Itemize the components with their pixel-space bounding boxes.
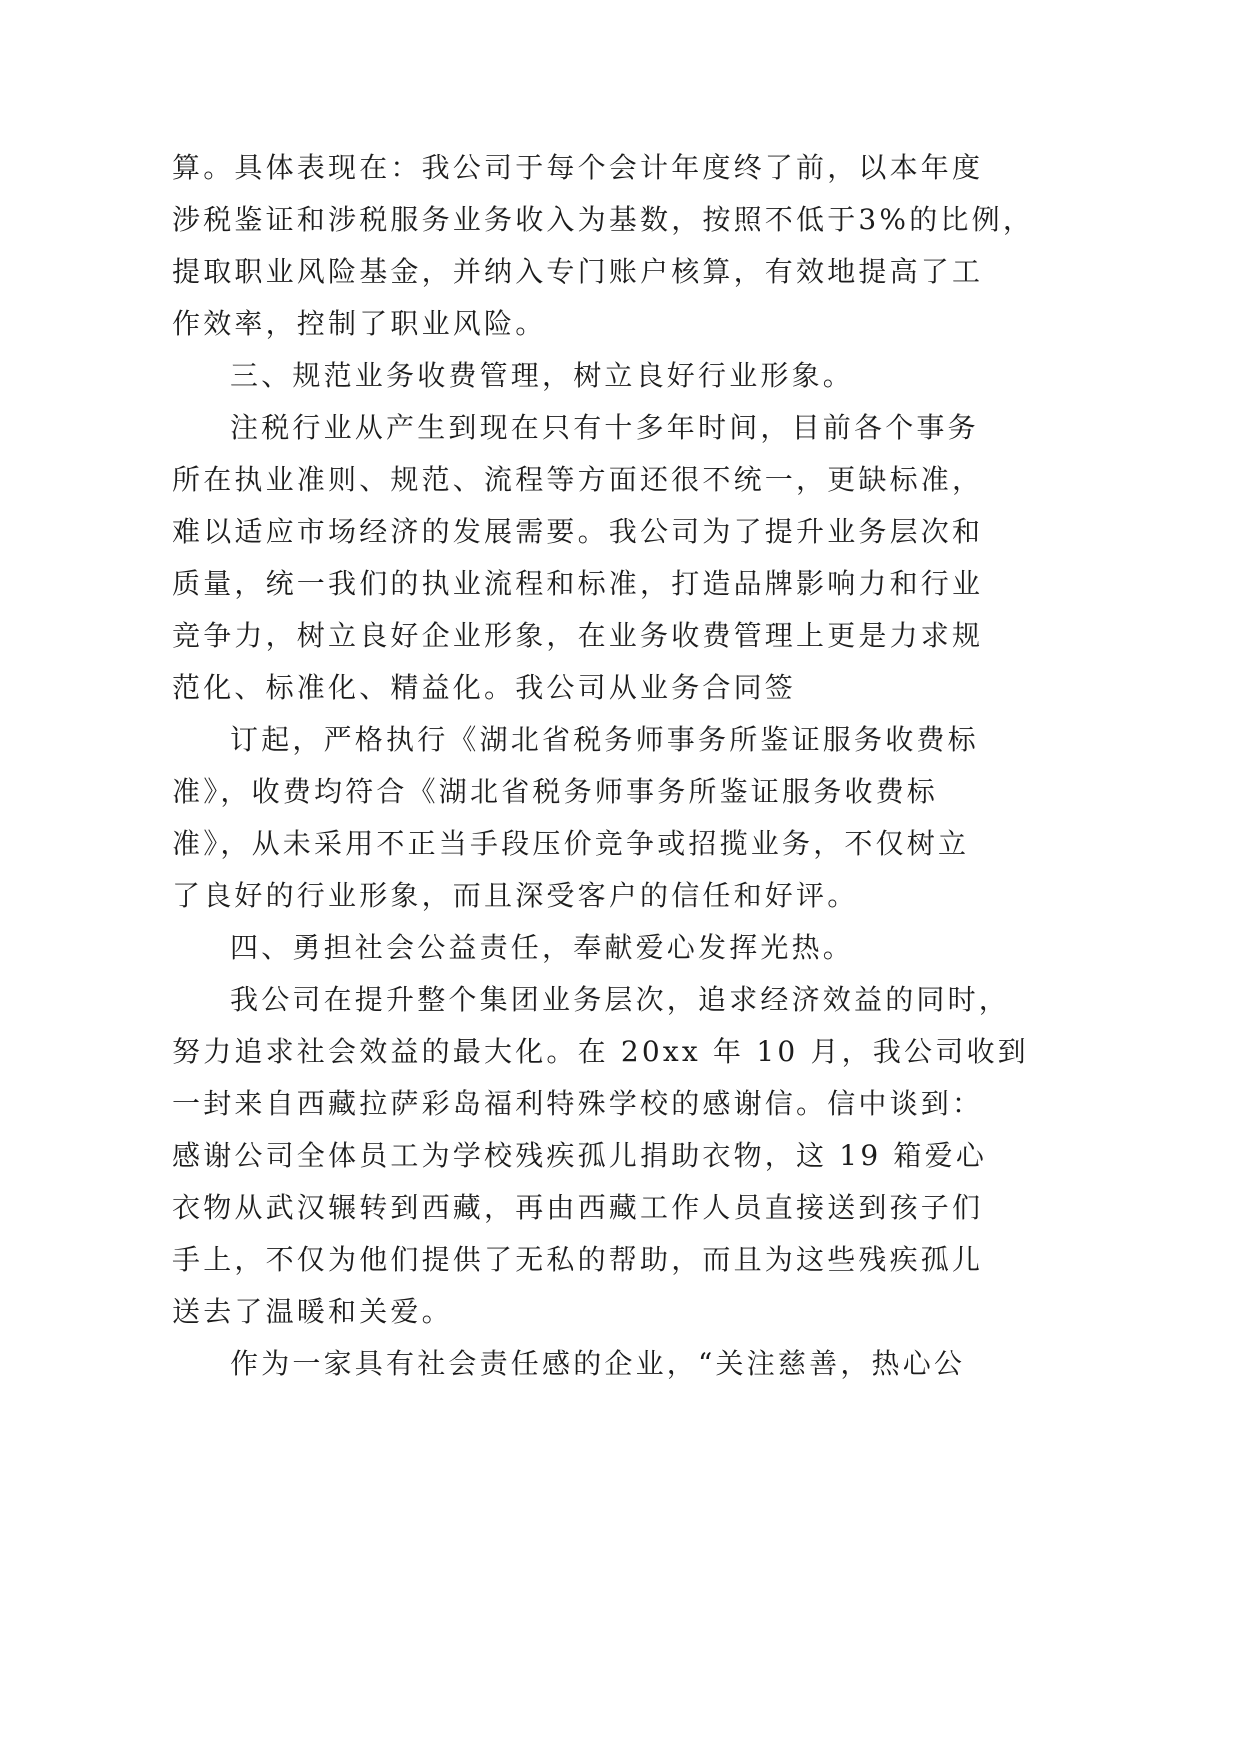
text-line: 送去了温暖和关爱。 xyxy=(172,1295,453,1328)
text-line: 订起，严格执行《湖北省税务师事务所鉴证服务收费标 xyxy=(230,723,979,756)
text-line: 注税行业从产生到现在只有十多年时间，目前各个事务 xyxy=(230,411,979,444)
text-line: 作效率，控制了职业风险。 xyxy=(172,307,547,340)
section-heading: 四、勇担社会公益责任，奉献爱心发挥光热。 xyxy=(230,931,855,964)
text-line: 竞争力，树立良好企业形象，在业务收费管理上更是力求规 xyxy=(172,619,984,652)
text-line: 准》，收费均符合《湖北省税务师事务所鉴证服务收费标 xyxy=(172,775,939,808)
text-line: 准》，从未采用不正当手段压价竞争或招揽业务，不仅树立 xyxy=(172,827,970,860)
text-line: 一封来自西藏拉萨彩岛福利特殊学校的感谢信。信中谈到： xyxy=(172,1087,984,1120)
text-line: 所在执业准则、规范、流程等方面还很不统一，更缺标准， xyxy=(172,463,984,496)
text-line: 我公司在提升整个集团业务层次，追求经济效益的同时， xyxy=(230,983,1011,1016)
text-line: 难以适应市场经济的发展需要。我公司为了提升业务层次和 xyxy=(172,515,984,548)
text-line: 了良好的行业形象，而且深受客户的信任和好评。 xyxy=(172,879,859,912)
text-line: 质量，统一我们的执业流程和标准，打造品牌影响力和行业 xyxy=(172,567,984,600)
text-line: 感谢公司全体员工为学校残疾孤儿捐助衣物，这 19 箱爱心 xyxy=(172,1139,988,1172)
text-line: 努力追求社会效益的最大化。在 20xx 年 10 月，我公司收到 xyxy=(172,1035,1029,1068)
document-body xyxy=(172,142,1035,1390)
text-line: 衣物从武汉辗转到西藏，再由西藏工作人员直接送到孩子们 xyxy=(172,1191,984,1224)
text-line: 范化、标准化、精益化。我公司从业务合同签 xyxy=(172,671,797,704)
text-line: 算。具体表现在：我公司于每个会计年度终了前，以本年度 xyxy=(172,151,984,184)
text-line: 作为一家具有社会责任感的企业，“关注慈善，热心公 xyxy=(230,1347,966,1380)
section-heading: 三、规范业务收费管理，树立良好行业形象。 xyxy=(230,359,855,392)
text-line: 涉税鉴证和涉税服务业务收入为基数，按照不低于3%的比例， xyxy=(172,203,1035,236)
text-line: 提取职业风险基金，并纳入专门账户核算，有效地提高了工 xyxy=(172,255,984,288)
text-line: 手上，不仅为他们提供了无私的帮助，而且为这些残疾孤儿 xyxy=(172,1243,984,1276)
